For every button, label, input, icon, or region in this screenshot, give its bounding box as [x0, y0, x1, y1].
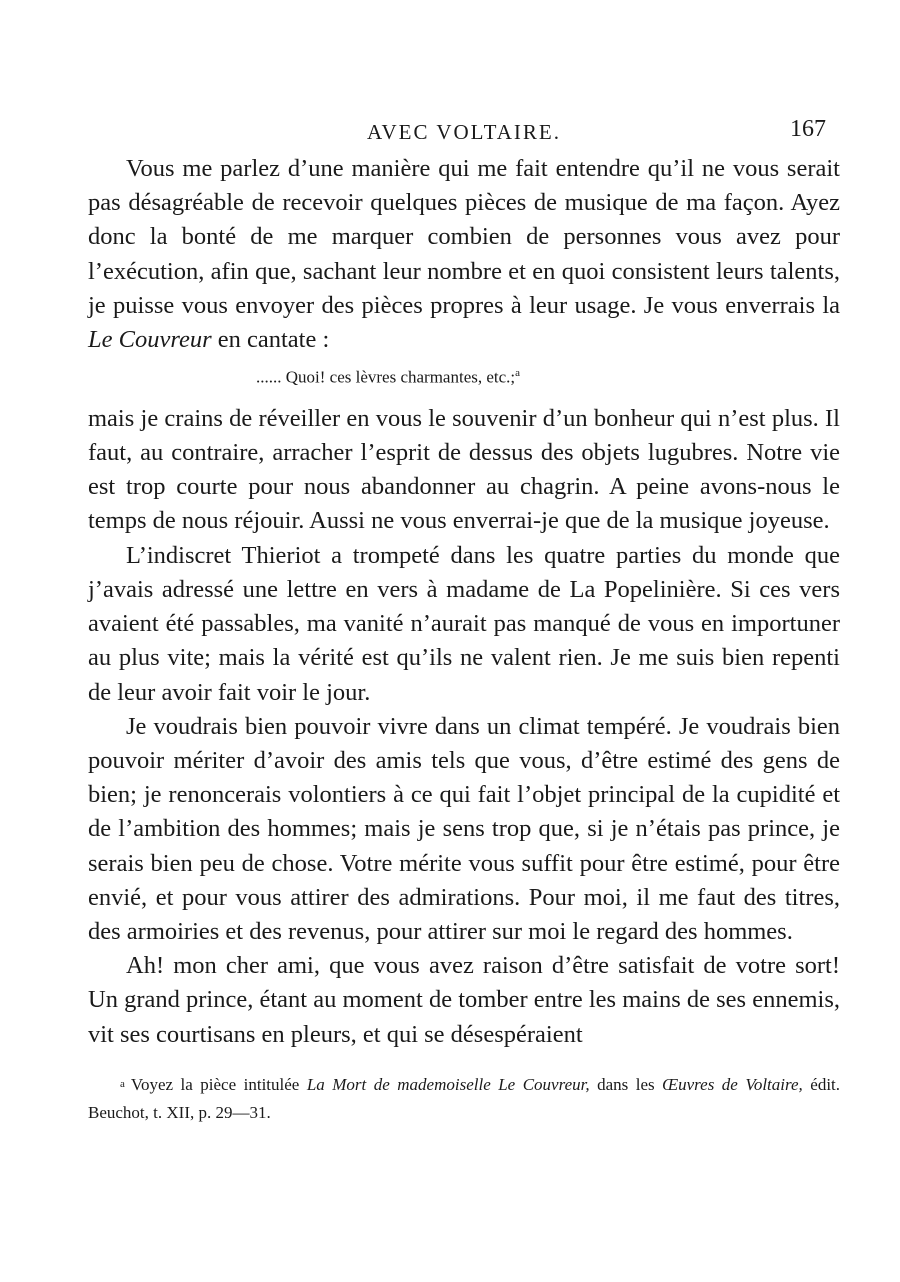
- running-title: AVEC VOLTAIRE.: [367, 120, 561, 144]
- verse-quote-text: ...... Quoi! ces lèvres charmantes, etc.;: [256, 367, 516, 387]
- footnote-italic-work: Œuvres de Voltaire,: [662, 1074, 803, 1094]
- paragraph-1: [88, 152, 840, 357]
- paragraph-1-text: Vous me parlez d’une manière qui me fait entendre qu’il ne vous serait pas désagréable de recevoir quelques pièces de musique de ma façon. Ayez donc la bonté de me marquer combien de personnes vous avez pour l’exécution, afin que, sachant leur nombre et en quoi consistent leurs talents, je puisse vous envoyer des pièces propres à leur usage. Je vous enverrais la: [88, 155, 840, 319]
- paragraph-3: L’indiscret Thieriot a trompeté dans les quatre parties du monde que j’avais adressé une lettre en vers à madame de La Popelinière. Si ces vers avaient été passables, ma vanité n’aurait pas manqué de vous en importuner au plus vite; mais la vérité est qu’ils ne valent rien. Je me suis bien repenti de leur avoir fait voir le jour.: [88, 541, 840, 706]
- paragraph-1-end: en cantate :: [211, 326, 330, 354]
- footnote-mark: a: [120, 1077, 125, 1090]
- page-number: 167: [790, 116, 826, 142]
- paragraph-1-italic: Le Couvreur: [88, 326, 212, 354]
- running-head: [88, 112, 840, 152]
- footnote-reference: a: [515, 367, 521, 380]
- footnote-text-1: Voyez la pièce intitulée: [130, 1074, 307, 1094]
- footnote-text-2: dans les: [589, 1074, 663, 1094]
- book-page: [88, 112, 840, 1127]
- verse-quote: [88, 367, 840, 388]
- paragraph-2: mais je crains de réveiller en vous le souvenir d’un bonheur qui n’est plus. Il faut, au contraire, arracher l’esprit de dessus des objets lugubres. Notre vie est trop courte pour nous abandonner au chagrin. A peine avons-nous le temps de nous réjouir. Aussi ne vous enverrai-je que de la musique joyeuse.: [88, 404, 840, 535]
- footnote: [88, 1070, 840, 1127]
- paragraph-5: Ah! mon cher ami, que vous avez raison d’être satisfait de votre sort! Un grand prince, étant au moment de tomber entre les mains de ses ennemis, vit ses courtisans en pleurs, et qui se désespéraient: [88, 952, 840, 1048]
- footnote-italic-title: La Mort de mademoiselle Le Couvreur,: [306, 1074, 590, 1094]
- footnote-text-3: édit. Beuchot, t. XII, p. 29—31.: [88, 1074, 841, 1122]
- paragraph-4: Je voudrais bien pouvoir vivre dans un climat tempéré. Je voudrais bien pouvoir mériter d’avoir des amis tels que vous, d’être estimé des gens de bien; je renoncerais volontiers à ce qui fait l’objet principal de la cupidité et de l’ambition des hommes; mais je sens trop que, si je n’étais pas prince, je serais bien peu de chose. Votre mérite vous suffit pour être estimé, pour être envié, et pour vous attirer des admirations. Pour moi, il me faut des titres, des armoiries et des revenus, pour attirer sur moi le regard des hommes.: [88, 712, 840, 945]
